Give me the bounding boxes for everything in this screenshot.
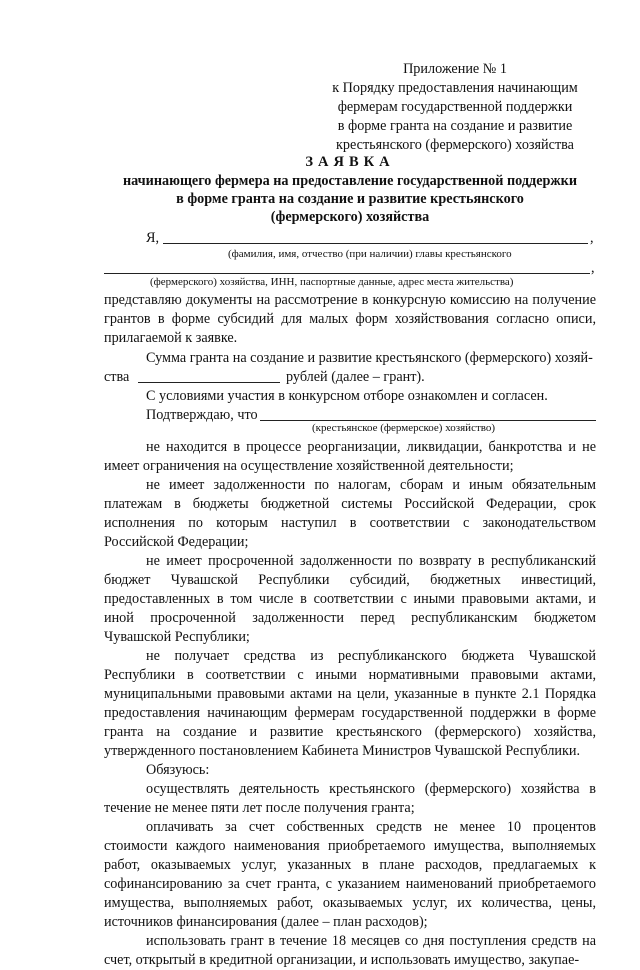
farm-caption: (крестьянское (фермерское) хозяйство) xyxy=(312,422,496,434)
document-subtitle xyxy=(60,172,640,226)
confirm-caption-row xyxy=(104,422,596,438)
applicant-caption: (фамилия, имя, отчество (при наличии) главы крестьянского xyxy=(228,248,512,260)
obligation-item: оплачивать за счет собственных средств не менее 10 процентов стоимости каждого наименования приобретаемого имущества, выполняемых работ, оказываемых услуг, указанных в плане расходов, предлагаемых к софинансированию за счет гранта, с указанием наименований приобретаемого имущества, выполняемых работ, оказываемых услуг, их количества, цены, источников финансирования (далее – план расходов); xyxy=(104,819,596,930)
appendix-line: к Порядку предоставления начинающим xyxy=(332,80,578,96)
grant-amount-line xyxy=(104,368,596,387)
obligations-heading: Обязуюсь: xyxy=(146,762,210,778)
applicant-comma: , xyxy=(591,260,595,276)
condition-item: не имеет задолженности по налогам, сборам и иным обязательным платежам в бюджеты бюджетной системы Российской Федерации, срок исполнения по которым наступил в соответствии с законодательством Российской Федерации; xyxy=(104,477,596,550)
paragraph: Сумма гранта на создание и развитие крестьянского (фермерского) хозяй- xyxy=(146,350,593,366)
document-title: ЗАЯВКА xyxy=(305,154,395,170)
applicant-details-field[interactable] xyxy=(104,273,590,274)
applicant-comma: , xyxy=(590,230,594,246)
condition-item: не находится в процессе реорганизации, ликвидации, банкротства и не имеет ограничения на осуществление хозяйственной деятельности; xyxy=(104,439,596,474)
paragraph: представляю документы на рассмотрение в конкурсную комиссию на получение грантов в форме субсидий для малых форм хозяйствования согласно описи, прилагаемой к заявке. xyxy=(104,292,596,346)
subtitle-line: в форме гранта на создание и развитие крестьянского xyxy=(176,191,524,207)
confirm-prefix: Подтверждаю, что xyxy=(146,407,258,423)
applicant-name-field[interactable] xyxy=(163,243,588,244)
obligation-item: осуществлять деятельность крестьянского (фермерского) хозяйства в течение не менее пяти лет после получения гранта; xyxy=(104,781,596,816)
document-body xyxy=(104,291,596,970)
appendix-line: Приложение № 1 xyxy=(403,61,507,77)
appendix-header xyxy=(300,60,610,155)
appendix-line: крестьянского (фермерского) хозяйства xyxy=(336,137,574,153)
subtitle-line: (фермерского) хозяйства xyxy=(270,209,430,225)
condition-item: не получает средства из республиканского бюджета Чувашской Республики в соответствии с иными нормативными правовыми актами, муниципальными правовыми актами на цели, указанные в пункте 2.1 Порядка предоставления начинающим фермерам государственной поддержки в форме гранта на создание и развитие крестьянского (фермерского) хозяйства, утвержденного постановлением Кабинета Министров Чувашской Республики. xyxy=(104,648,596,759)
grant-amount-suffix: рублей (далее – грант). xyxy=(286,369,425,385)
subtitle-line: начинающего фермера на предоставление государственной поддержки xyxy=(122,173,578,189)
applicant-caption: (фермерского) хозяйства, ИНН, паспортные данные, адрес места жительства) xyxy=(150,276,514,288)
paragraph: С условиями участия в конкурсном отборе ознакомлен и согласен. xyxy=(146,388,548,404)
appendix-line: в форме гранта на создание и развитие xyxy=(337,118,573,134)
applicant-prefix: Я, xyxy=(146,230,160,246)
grant-amount-prefix: ства xyxy=(104,369,130,385)
grant-amount-field[interactable] xyxy=(138,382,280,383)
farm-name-field[interactable] xyxy=(260,420,596,421)
obligation-item: использовать грант в течение 18 месяцев со дня поступления средств на счет, открытый в кредитной организации, и использовать имущество, закупае- xyxy=(104,933,596,968)
appendix-line: фермерам государственной поддержки xyxy=(337,99,573,115)
condition-item: не имеет просроченной задолженности по возврату в республиканский бюджет Чувашской Республики субсидий, бюджетных инвестиций, предоставленных в том числе в соответствии с иными правовыми актами, и иной просроченной задолженности перед республиканским бюджетом Чувашской Республики; xyxy=(104,553,596,645)
